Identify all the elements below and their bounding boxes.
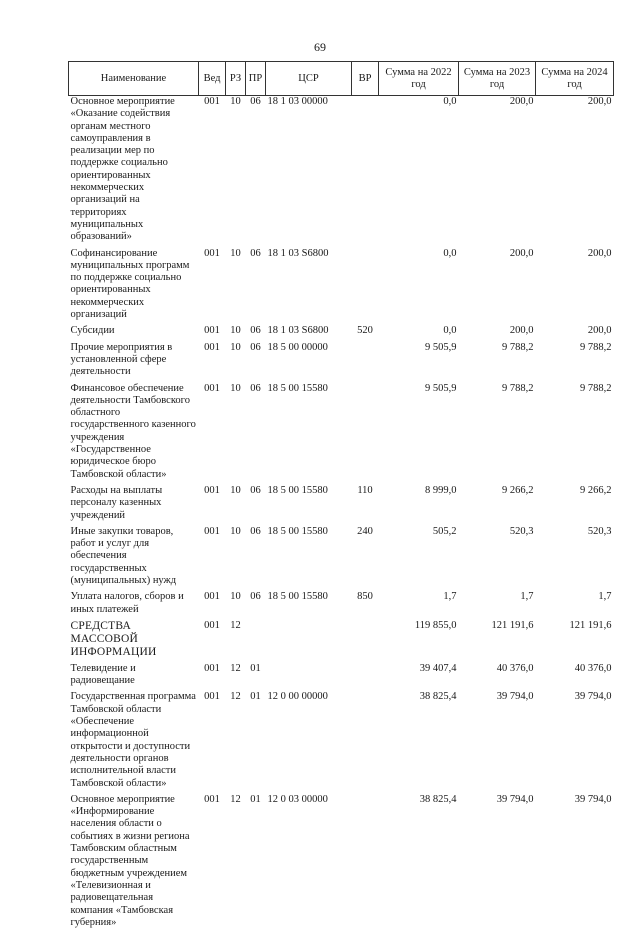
row-ved: 001 (199, 691, 226, 793)
row-sum-2022: 9 505,9 (379, 342, 459, 383)
row-sum-2023: 9 266,2 (459, 485, 536, 526)
table-row (69, 383, 614, 485)
table-row (69, 485, 614, 526)
row-name: Основное мероприятие «Информирование населения области о событиях в жизни региона Тамбовским областным государственным бюджетным учреждением «Телевизионная и радиовещательная компания «Тамбовская губерния» (69, 794, 199, 933)
row-csr: 18 1 03 00000 (266, 96, 352, 248)
row-pr: 06 (246, 96, 266, 248)
row-csr: 12 0 00 00000 (266, 691, 352, 793)
row-sum-2022: 38 825,4 (379, 794, 459, 933)
header-sum-2024: Сумма на 2024 год (536, 62, 614, 96)
header-sum-2023: Сумма на 2023 год (459, 62, 536, 96)
row-pr: 06 (246, 526, 266, 591)
row-ved: 001 (199, 591, 226, 620)
row-vr: 240 (352, 526, 379, 591)
row-sum-2022: 9 505,9 (379, 383, 459, 485)
row-name: СРЕДСТВА МАССОВОЙ ИНФОРМАЦИИ (69, 620, 199, 663)
row-pr: 06 (246, 248, 266, 326)
row-rz: 12 (226, 663, 246, 692)
row-name: Расходы на выплаты персоналу казенных учреждений (69, 485, 199, 526)
row-sum-2022: 505,2 (379, 526, 459, 591)
row-csr: 18 5 00 15580 (266, 485, 352, 526)
row-sum-2024: 121 191,6 (536, 620, 614, 663)
row-name: Государственная программа Тамбовской области «Обеспечение информационной открытости и доступности деятельности органов исполнительной власти Тамбовской области» (69, 691, 199, 793)
row-ved: 001 (199, 325, 226, 341)
row-sum-2022: 1,7 (379, 591, 459, 620)
row-rz: 10 (226, 248, 246, 326)
row-sum-2023: 9 788,2 (459, 383, 536, 485)
row-rz: 10 (226, 342, 246, 383)
table-row (69, 691, 614, 793)
table-row (69, 248, 614, 326)
row-csr: 12 0 03 00000 (266, 794, 352, 933)
row-sum-2023: 40 376,0 (459, 663, 536, 692)
row-rz: 10 (226, 526, 246, 591)
row-vr (352, 96, 379, 248)
table-header-row (69, 62, 614, 96)
row-rz: 10 (226, 383, 246, 485)
table-body (69, 96, 614, 933)
row-sum-2024: 200,0 (536, 325, 614, 341)
row-sum-2023: 121 191,6 (459, 620, 536, 663)
row-vr (352, 383, 379, 485)
row-vr (352, 691, 379, 793)
row-vr: 850 (352, 591, 379, 620)
row-vr (352, 794, 379, 933)
row-sum-2023: 200,0 (459, 325, 536, 341)
row-vr (352, 248, 379, 326)
row-ved: 001 (199, 526, 226, 591)
row-rz: 10 (226, 96, 246, 248)
row-name: Софинансирование муниципальных программ по поддержке социально ориентированных некоммерческих организаций (69, 248, 199, 326)
row-ved: 001 (199, 620, 226, 663)
row-rz: 12 (226, 794, 246, 933)
table-row (69, 794, 614, 933)
header-name: Наименование (69, 62, 199, 96)
row-sum-2023: 39 794,0 (459, 691, 536, 793)
table-row (69, 591, 614, 620)
row-name: Субсидии (69, 325, 199, 341)
row-sum-2023: 9 788,2 (459, 342, 536, 383)
row-sum-2024: 40 376,0 (536, 663, 614, 692)
row-sum-2023: 39 794,0 (459, 794, 536, 933)
row-rz: 10 (226, 485, 246, 526)
row-sum-2022: 0,0 (379, 96, 459, 248)
row-sum-2022: 0,0 (379, 248, 459, 326)
row-vr (352, 620, 379, 663)
row-vr: 520 (352, 325, 379, 341)
row-vr (352, 342, 379, 383)
row-name: Финансовое обеспечение деятельности Тамбовского областного государственного казенного учреждения «Государственное юридическое бюро Тамбовской области» (69, 383, 199, 485)
row-name: Основное мероприятие «Оказание содействия органам местного самоуправления в реализации мер по поддержке социально ориентированных некоммерческих организаций на территориях муниципальных образований» (69, 96, 199, 248)
row-ved: 001 (199, 383, 226, 485)
row-csr (266, 620, 352, 663)
row-sum-2024: 9 788,2 (536, 383, 614, 485)
row-ved: 001 (199, 96, 226, 248)
table-row (69, 526, 614, 591)
table-row (69, 620, 614, 663)
header-rz: РЗ (226, 62, 246, 96)
row-sum-2024: 200,0 (536, 96, 614, 248)
row-pr: 06 (246, 342, 266, 383)
row-sum-2024: 9 266,2 (536, 485, 614, 526)
row-ved: 001 (199, 485, 226, 526)
row-vr: 110 (352, 485, 379, 526)
row-vr (352, 663, 379, 692)
row-rz: 12 (226, 620, 246, 663)
row-csr (266, 663, 352, 692)
row-sum-2023: 200,0 (459, 248, 536, 326)
row-ved: 001 (199, 248, 226, 326)
row-sum-2022: 39 407,4 (379, 663, 459, 692)
row-pr: 06 (246, 485, 266, 526)
row-pr: 06 (246, 325, 266, 341)
row-sum-2024: 520,3 (536, 526, 614, 591)
table-row (69, 325, 614, 341)
row-sum-2024: 9 788,2 (536, 342, 614, 383)
row-sum-2022: 0,0 (379, 325, 459, 341)
row-sum-2024: 1,7 (536, 591, 614, 620)
row-sum-2022: 38 825,4 (379, 691, 459, 793)
row-csr: 18 5 00 00000 (266, 342, 352, 383)
row-sum-2023: 520,3 (459, 526, 536, 591)
row-csr: 18 5 00 15580 (266, 383, 352, 485)
row-csr: 18 5 00 15580 (266, 591, 352, 620)
row-sum-2023: 1,7 (459, 591, 536, 620)
row-sum-2022: 8 999,0 (379, 485, 459, 526)
row-name: Уплата налогов, сборов и иных платежей (69, 591, 199, 620)
row-ved: 001 (199, 663, 226, 692)
row-pr: 01 (246, 691, 266, 793)
row-sum-2022: 119 855,0 (379, 620, 459, 663)
row-name: Телевидение и радиовещание (69, 663, 199, 692)
row-pr: 06 (246, 591, 266, 620)
table-row (69, 96, 614, 248)
row-sum-2024: 39 794,0 (536, 691, 614, 793)
row-csr: 18 5 00 15580 (266, 526, 352, 591)
header-csr: ЦСР (266, 62, 352, 96)
table-row (69, 663, 614, 692)
page-number: 69 (0, 40, 640, 55)
row-sum-2023: 200,0 (459, 96, 536, 248)
header-ved: Вед (199, 62, 226, 96)
header-vr: ВР (352, 62, 379, 96)
row-ved: 001 (199, 342, 226, 383)
row-csr: 18 1 03 S6800 (266, 248, 352, 326)
row-name: Иные закупки товаров, работ и услуг для обеспечения государственных (муниципальных) нужд (69, 526, 199, 591)
row-sum-2024: 200,0 (536, 248, 614, 326)
row-pr (246, 620, 266, 663)
row-rz: 12 (226, 691, 246, 793)
row-pr: 01 (246, 794, 266, 933)
header-pr: ПР (246, 62, 266, 96)
budget-table (68, 61, 614, 933)
row-pr: 01 (246, 663, 266, 692)
row-sum-2024: 39 794,0 (536, 794, 614, 933)
row-rz: 10 (226, 325, 246, 341)
header-sum-2022: Сумма на 2022 год (379, 62, 459, 96)
row-rz: 10 (226, 591, 246, 620)
row-csr: 18 1 03 S6800 (266, 325, 352, 341)
table-row (69, 342, 614, 383)
row-pr: 06 (246, 383, 266, 485)
row-name: Прочие мероприятия в установленной сфере деятельности (69, 342, 199, 383)
row-ved: 001 (199, 794, 226, 933)
